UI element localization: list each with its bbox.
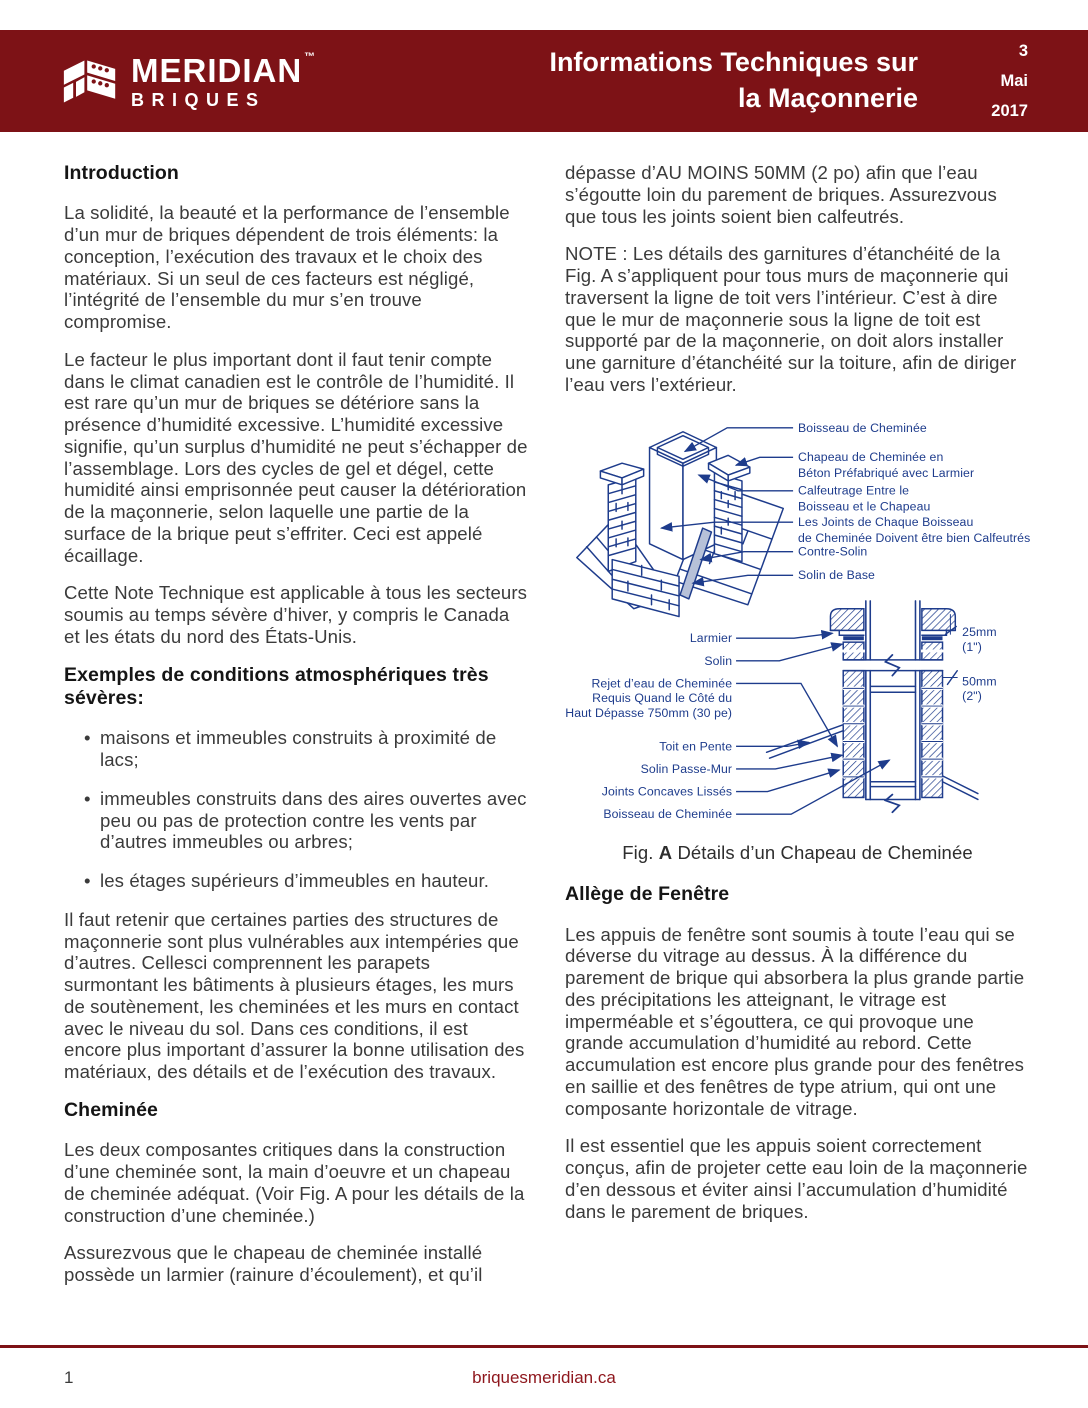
brand-subtitle: BRIQUES — [131, 89, 266, 110]
paragraph: Le facteur le plus important dont il faut tenir compte dans le climat canadien est le contrôle de l’humidité. Il est rare qu’un mur de briques se détériore sans la présence d’humidité excessive. L’humidité excessive signifie, qu’un surplus d’humidité ne peut s’échapper de l’assemblage. Lors des cycles de gel et dégel, cette humidité ainsi emprisonnée peut causer la détérioration de la maçonnerie, selon laquelle une partie de la surface de la brique peut s’effriter. Ceci est appelé écaillage. — [64, 348, 528, 566]
label-boisseau-top: Boisseau de Cheminée — [798, 420, 927, 435]
label-joints-concaves: Joints Concaves Lissés — [601, 784, 733, 799]
caption-letter: A — [658, 841, 673, 863]
label-boisseau-section: Boisseau de Cheminée — [603, 806, 733, 821]
date-year: 2017 — [991, 102, 1028, 120]
heading-allege: Allège de Fenêtre — [565, 883, 730, 906]
paragraph: Assurezvous que le chapeau de cheminée installé possède un larmier (rainure d’écoulement), et qu’il — [64, 1242, 483, 1286]
label-larmier: Larmier — [689, 630, 733, 645]
label-dim-2in: (2") — [962, 688, 982, 703]
figure-caption — [565, 842, 1030, 864]
label-rejet-3: Haut Dépasse 750mm (30 pe) — [565, 705, 733, 720]
label-calfeutrage-1: Calfeutrage Entre le — [798, 483, 910, 498]
label-contre-solin: Contre-Solin — [798, 544, 868, 559]
paragraph: dépasse d’AU MOINS 50MM (2 po) afin que l’eau s’égoutte loin du parement de briques. Assurezvous que tous les joints soient bien calfeutrés. — [565, 162, 997, 227]
title-line-1: Informations Techniques sur — [549, 47, 918, 78]
heading-exemples: Exemples de conditions atmosphériques très sévères: — [64, 663, 489, 710]
meridian-logo — [62, 50, 317, 110]
caption-text: Détails d’un Chapeau de Cheminée — [672, 841, 973, 863]
title-line-2: la Maçonnerie — [737, 83, 918, 113]
label-joints-1: Les Joints de Chaque Boisseau — [798, 514, 974, 529]
heading-introduction: Introduction — [64, 162, 179, 184]
label-dim-25mm: 25mm — [962, 624, 997, 639]
paragraph: NOTE : Les détails des garnitures d’étanchéité de la Fig. A s’appliquent pour tous murs de maçonnerie qui traversent la ligne de toit vers l’intérieur. C’est à dire que le mur de maçonnerie sous la ligne de toit est supporté par de la maçonnerie, on doit alors installer une garniture d’étanchéité sur la toiture, afin de diriger l’eau vers l’extérieur. — [565, 243, 1017, 395]
document-date — [970, 36, 1028, 126]
paragraph: Il est essentiel que les appuis soient correctement conçus, afin de projeter cette eau loin de la maçonnerie d’en dessous et éviter ainsi l’accumulation d’humidité dans le parement de briques. — [565, 1135, 1028, 1222]
list-item: • les étages supérieurs d’immeubles en hauteur. — [64, 870, 529, 892]
label-chapeau-1: Chapeau de Cheminée en — [798, 449, 944, 464]
chimney-cap-diagram — [565, 412, 1031, 832]
list-item: • maisons et immeubles construits à proximité de lacs; — [64, 727, 529, 771]
conditions-list — [64, 727, 529, 892]
brick-stack-icon — [62, 55, 118, 107]
caption-prefix: Fig. — [622, 841, 659, 863]
page-number: 1 — [64, 1368, 74, 1387]
paragraph: Il faut retenir que certaines parties des structures de maçonnerie sont plus vulnérables aux intempéries que d’autres. Cellesci comprennent les parapets surmontant les bâtiments à plusieurs étages, les murs de soutènement, les cheminées et les murs en contact avec le niveau du sol. Dans ces conditions, il est encore plus important d’assurer la bonne utilisation des matériaux, des détails et de l’exécution des travaux. — [64, 908, 525, 1083]
label-rejet-1: Rejet d’eau de Cheminée — [591, 675, 733, 690]
date-month: Mai — [1000, 71, 1028, 90]
label-toit-en-pente: Toit en Pente — [659, 738, 733, 753]
figure-a — [565, 412, 1030, 864]
label-solin-de-base: Solin de Base — [798, 567, 875, 582]
left-column — [64, 162, 529, 1345]
label-joints-2: de Cheminée Doivent être bien Calfeutrés — [798, 530, 1031, 545]
brand-wordmark: MERIDIAN — [131, 51, 303, 89]
paragraph: Les appuis de fenêtre sont soumis à toute l’eau qui se déverse du vitrage au dessus. À la différence du parement de brique qui absorbera la plus grande partie des précipitations les atteignant, le vitrage est imperméable et s’égouttera, ce qui provoque une grande accumulation d’humidité au rebord. Cette accumulation est encore plus grande pour des fenêtres en saillie et des fenêtres de type atrium, qui ont une composante horizontale de vitrage. — [565, 923, 1025, 1119]
list-item: • immeubles construits dans des aires ouvertes avec peu ou pas de protection contre les vents par d’autres immeubles ou arbres; — [64, 788, 529, 853]
document-title — [316, 45, 970, 116]
trademark-symbol: ™ — [304, 50, 317, 63]
paragraph: Cette Note Technique est applicable à tous les secteurs soumis au temps sévère d’hiver, y compris le Canada et les états du nord des États-Unis. — [64, 582, 528, 647]
logo-text — [131, 50, 317, 110]
paragraph: Les deux composantes critiques dans la construction d’une cheminée sont, la main d’oeuvre et un chapeau de cheminée adéquat. (Voir Fig. A pour les détails de la construction d’une cheminée.) — [64, 1139, 525, 1226]
paragraph: La solidité, la beauté et la performance de l’ensemble d’un mur de briques dépendent de trois éléments: la conception, l’exécution des travaux et le choix des matériaux. Si un seul de ces facteurs est négligé, l’intégrité de l’ensemble du mur s’en trouve compromise. — [64, 202, 510, 333]
website-link[interactable]: briquesmeridian.ca — [472, 1368, 616, 1387]
date-day: 3 — [1018, 41, 1028, 60]
iso-labels — [798, 420, 1030, 581]
header-band — [0, 30, 1088, 132]
heading-cheminee: Cheminée — [64, 1098, 158, 1121]
label-dim-1in: (1") — [962, 639, 982, 654]
label-calfeutrage-2: Boisseau et le Chapeau — [798, 498, 931, 513]
content-area — [0, 132, 1088, 1345]
label-solin: Solin — [704, 653, 733, 668]
label-solin-passe-mur: Solin Passe-Mur — [640, 761, 733, 776]
label-rejet-2: Requis Quand le Côté du — [592, 690, 733, 705]
footer — [0, 1345, 1088, 1408]
brand-name — [131, 50, 317, 89]
label-dim-50mm: 50mm — [962, 673, 997, 688]
right-column — [565, 162, 1030, 1345]
label-chapeau-2: Béton Préfabriqué avec Larmier — [798, 465, 975, 480]
section-drawing — [767, 600, 978, 811]
